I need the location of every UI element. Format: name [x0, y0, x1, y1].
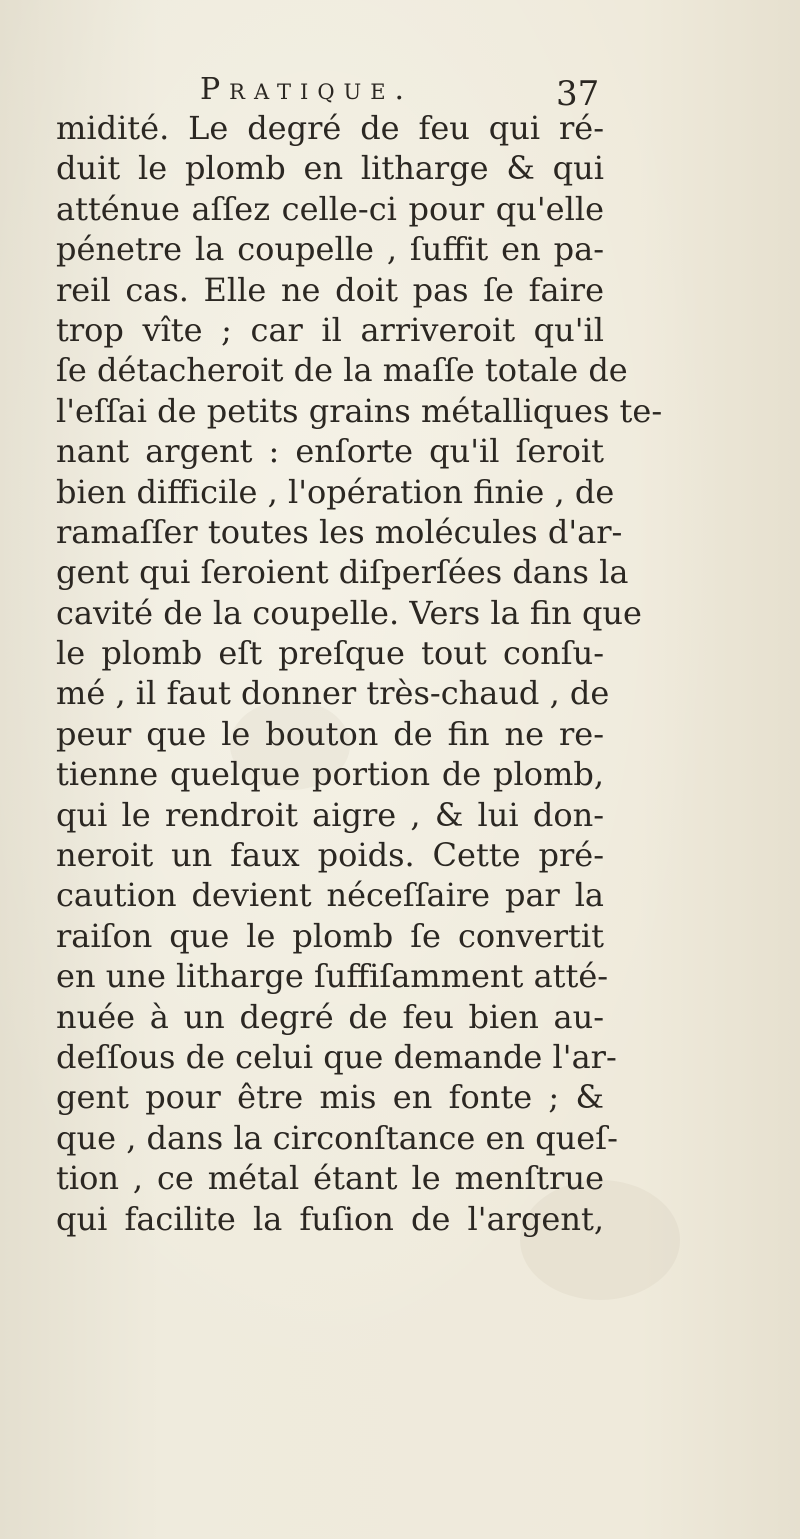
text-line: l'eſſai de petits grains métalliques te-: [56, 391, 663, 430]
text-line: reil cas. Elle ne doit pas ſe faire: [56, 270, 604, 309]
text-line: qui facilite la fuſion de l'argent,: [56, 1199, 604, 1238]
text-line: tienne quelque portion de plomb,: [56, 755, 604, 794]
text-line: gent pour être mis en fonte ; &: [56, 1078, 604, 1117]
text-line: nuée à un degré de feu bien au-: [56, 997, 604, 1036]
text-line: gent qui ſeroient diſperſées dans la: [56, 553, 629, 592]
text-line: que , dans la circonſtance en queſ-: [56, 1118, 618, 1157]
text-line: midité. Le degré de feu qui ré-: [56, 109, 604, 147]
text-line: ramaſſer toutes les molécules d'ar-: [56, 512, 623, 551]
text-line: deſſous de celui que demande l'ar-: [56, 1037, 617, 1076]
text-line: ſe détacheroit de la maſſe totale de: [56, 351, 628, 390]
text-line: peur que le bouton de fin ne re-: [56, 714, 604, 753]
text-line: trop vîte ; car il arriveroit qu'il: [56, 310, 604, 349]
text-line: tion , ce métal étant le menſtrue: [56, 1159, 604, 1198]
text-line: atténue aſſez celle-ci pour qu'elle: [56, 189, 604, 228]
text-line: caution devient néceſſaire par la: [56, 876, 604, 915]
page-header: [0, 72, 800, 112]
text-line: duit le plomb en litharge & qui: [56, 149, 604, 188]
body-text: [56, 108, 663, 1239]
text-line: le plomb eſt preſque tout conſu-: [56, 634, 604, 673]
text-line: cavité de la coupelle. Vers la fin que: [56, 593, 642, 632]
text-line: bien difficile , l'opération finie , de: [56, 472, 615, 511]
text-line: neroit un faux poids. Cette pré-: [56, 836, 604, 875]
running-title: Pratique.: [200, 72, 414, 107]
text-line: mé , il faut donner très-chaud , de: [56, 674, 610, 713]
page-number: 37: [556, 74, 600, 114]
text-line: qui le rendroit aigre , & lui don-: [56, 795, 604, 834]
text-line: nant argent : enſorte qu'il ſeroit: [56, 432, 604, 471]
text-line: raiſon que le plomb ſe convertit: [56, 916, 604, 955]
text-line: pénetre la coupelle , ſuffit en pa-: [56, 230, 604, 269]
text-line: en une litharge ſuffiſamment atté-: [56, 957, 609, 996]
